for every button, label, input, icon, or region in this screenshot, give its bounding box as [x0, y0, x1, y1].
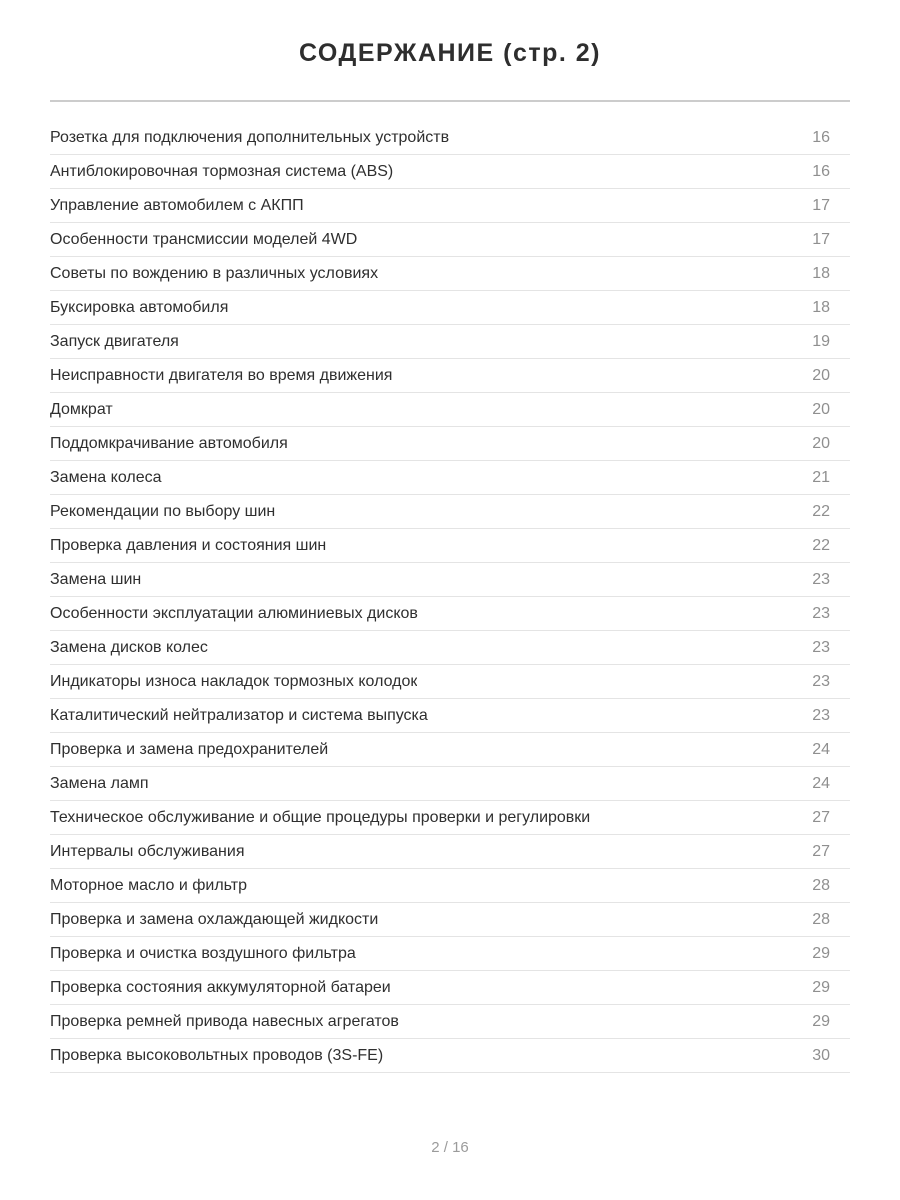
toc-row [50, 223, 850, 257]
toc-entry-page: 22 [812, 502, 830, 520]
title-divider [50, 100, 850, 102]
toc-entry-page: 23 [812, 672, 830, 690]
toc-entry-title: Моторное масло и фильтр [50, 876, 247, 894]
toc-row [50, 529, 850, 563]
toc-row [50, 699, 850, 733]
toc-row [50, 597, 850, 631]
toc-entry-page: 16 [812, 162, 830, 180]
toc-entry-page: 19 [812, 332, 830, 350]
toc-entry-title: Каталитический нейтрализатор и система выпуска [50, 706, 428, 724]
toc-entry-page: 24 [812, 774, 830, 792]
toc-row [50, 733, 850, 767]
toc-entry-page: 17 [812, 196, 830, 214]
toc-row [50, 359, 850, 393]
toc-entry-title: Запуск двигателя [50, 332, 179, 350]
toc-entry-page: 20 [812, 400, 830, 418]
toc-entry-title: Замена дисков колес [50, 638, 208, 656]
page-number-footer: 2 / 16 [431, 1139, 469, 1156]
toc-list [50, 121, 850, 1073]
toc-entry-page: 18 [812, 264, 830, 282]
toc-row [50, 155, 850, 189]
toc-row [50, 427, 850, 461]
toc-entry-title: Советы по вождению в различных условиях [50, 264, 379, 282]
toc-entry-title: Проверка давления и состояния шин [50, 536, 327, 554]
toc-entry-page: 27 [812, 842, 830, 860]
toc-entry-page: 29 [812, 1012, 830, 1030]
toc-entry-title: Домкрат [50, 400, 113, 418]
toc-entry-page: 23 [812, 638, 830, 656]
toc-entry-page: 30 [812, 1046, 830, 1064]
toc-row [50, 189, 850, 223]
toc-row [50, 291, 850, 325]
toc-entry-title: Неисправности двигателя во время движения [50, 366, 393, 384]
toc-row [50, 869, 850, 903]
toc-entry-page: 20 [812, 366, 830, 384]
toc-entry-page: 21 [812, 468, 830, 486]
toc-entry-title: Рекомендации по выбору шин [50, 502, 276, 520]
toc-row [50, 461, 850, 495]
toc-entry-title: Антиблокировочная тормозная система (ABS) [50, 162, 394, 180]
toc-entry-page: 16 [812, 128, 830, 146]
toc-entry-title: Управление автомобилем с АКПП [50, 196, 304, 214]
toc-entry-page: 29 [812, 944, 830, 962]
toc-row [50, 495, 850, 529]
toc-entry-title: Индикаторы износа накладок тормозных колодок [50, 672, 418, 690]
toc-entry-title: Проверка состояния аккумуляторной батареи [50, 978, 391, 996]
toc-entry-title: Поддомкрачивание автомобиля [50, 434, 288, 452]
page-title: СОДЕРЖАНИЕ (стр. 2) [298, 39, 602, 67]
toc-row [50, 631, 850, 665]
toc-entry-page: 28 [812, 910, 830, 928]
toc-row [50, 121, 850, 155]
toc-row [50, 1039, 850, 1073]
toc-row [50, 767, 850, 801]
toc-entry-page: 24 [812, 740, 830, 758]
toc-row [50, 257, 850, 291]
toc-entry-title: Проверка и замена предохранителей [50, 740, 329, 758]
toc-entry-page: 23 [812, 604, 830, 622]
toc-entry-page: 27 [812, 808, 830, 826]
toc-entry-page: 18 [812, 298, 830, 316]
toc-entry-title: Замена шин [50, 570, 142, 588]
toc-row [50, 665, 850, 699]
toc-entry-title: Буксировка автомобиля [50, 298, 229, 316]
toc-row [50, 971, 850, 1005]
toc-entry-title: Интервалы обслуживания [50, 842, 245, 860]
toc-entry-page: 23 [812, 706, 830, 724]
toc-entry-title: Техническое обслуживание и общие процедуры проверки и регулировки [50, 808, 591, 826]
toc-row [50, 801, 850, 835]
toc-row [50, 835, 850, 869]
toc-row [50, 393, 850, 427]
toc-entry-page: 29 [812, 978, 830, 996]
toc-entry-title: Проверка и очистка воздушного фильтра [50, 944, 356, 962]
toc-row [50, 563, 850, 597]
toc-row [50, 1005, 850, 1039]
toc-row [50, 903, 850, 937]
toc-entry-title: Замена ламп [50, 774, 149, 792]
toc-entry-page: 20 [812, 434, 830, 452]
toc-entry-title: Розетка для подключения дополнительных устройств [50, 128, 450, 146]
toc-entry-page: 17 [812, 230, 830, 248]
toc-entry-title: Проверка высоковольтных проводов (3S-FE) [50, 1046, 384, 1064]
toc-entry-title: Проверка и замена охлаждающей жидкости [50, 910, 379, 928]
toc-entry-page: 22 [812, 536, 830, 554]
toc-row [50, 325, 850, 359]
toc-entry-title: Особенности эксплуатации алюминиевых дисков [50, 604, 418, 622]
toc-entry-title: Проверка ремней привода навесных агрегатов [50, 1012, 399, 1030]
toc-entry-title: Замена колеса [50, 468, 162, 486]
toc-entry-title: Особенности трансмиссии моделей 4WD [50, 230, 358, 248]
toc-entry-page: 28 [812, 876, 830, 894]
toc-entry-page: 23 [812, 570, 830, 588]
toc-row [50, 937, 850, 971]
